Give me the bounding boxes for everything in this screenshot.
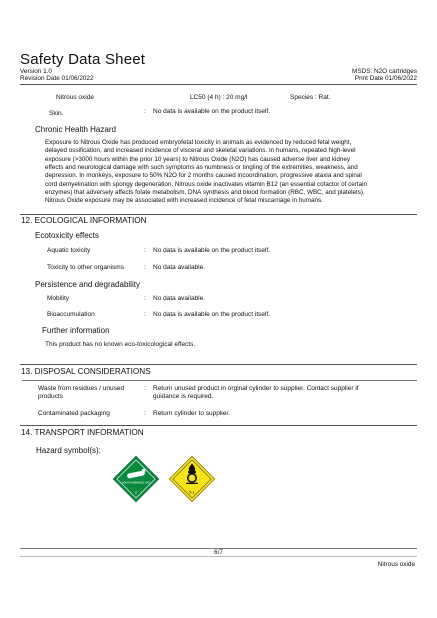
waste-label-line: Waste from residues / unused [38,385,125,392]
skin-value: No data is available on the product itself. [153,108,271,115]
packaging-value: Return cylinder to supplier. [153,410,230,417]
non-flammable-gas-diamond-icon [112,455,160,503]
section14-rule [20,425,417,426]
further-text: This product has no known eco-toxicological effects. [45,341,196,348]
section14-heading: 14. TRANSPORT INFORMATION [21,428,144,437]
section13-heading: 13. DISPOSAL CONSIDERATIONS [21,367,151,376]
mobility-value: No data available. [153,295,206,302]
section13-underline [22,380,417,381]
waste-label [38,385,124,402]
further-heading: Further information [42,326,110,335]
skin-label: Skin. [49,110,64,117]
chronic-line: depression. In monkeys, exposure to 50% N2O for 2 months caused incoordination, progressive ataxia and spinal [45,172,362,180]
persistence-heading: Persistence and degradability [35,280,140,289]
waste-value [153,385,359,402]
mobility-colon: : [144,295,146,302]
chronic-line: Nitrous Oxide exposure may be associated with increased incidence of fetal miscarriage in humans. [45,197,323,205]
chronic-line: cord demyelination with spongy degeneration. Nitrous oxide inactivates vitamin B12 (an essential cofactor of certain [45,180,368,188]
ecotox-heading: Ecotoxicity effects [35,231,99,240]
packaging-colon: : [144,410,146,417]
class-number: 2 [134,489,138,495]
version-text: Version 1.0 [20,68,52,75]
document-title: Safety Data Sheet [20,51,146,68]
aquatic-value: No data is available on the product itself. [153,247,271,254]
waste-value-line: Return unused product in orginal cylinder to supplier. Contact supplier if [153,385,359,392]
section13-rule [20,364,417,365]
waste-value-line: guidance is required. [153,393,214,401]
bioacc-label: Bioaccumulation [47,311,95,318]
chronic-line: delayed ossification, and increased incidence of visceral and skeletal variations. In humans, repeated high-level [45,147,356,155]
mobility-label: Mobility [47,295,70,302]
tox-substance: Nitrous oxide [56,94,94,101]
revision-date: Revision Date 01/06/2022 [20,75,94,82]
bioacc-value: No data is available on the product itself. [153,311,271,318]
header-rule [20,84,417,85]
chronic-line: Exposure to Nitrous Oxide has produced embryofetal toxicity in animals as evidenced by reduced fetal weight, [45,139,352,146]
bioacc-colon: : [144,311,146,318]
tox-lc50: LC50 (4 h) : 20 mg/l [190,94,248,101]
hazard-symbols-heading: Hazard symbol(s): [36,446,101,455]
print-date: Print Date 01/06/2022 [354,75,417,82]
skin-colon: : [144,108,146,115]
page-number: 6/7 [214,549,223,556]
class-number: 5.1 [189,489,195,495]
chronic-line: enzymes) that adversely affects folate metabolism, DNA synthesis and blood formation (RBC, WBC, and platelets). [45,189,365,197]
chronic-line: effects and neurological damage with such symptoms as numbness or tingling of the extremities, weakness, and [45,164,358,172]
section12-heading: 12. ECOLOGICAL INFORMATION [21,216,147,225]
aquatic-label: Aquatic toxicity [47,247,91,254]
chronic-line: exposure (>3000 hours within the prior 10 years) to Nitrous Oxide (N2O) has caused adverse liver and kidney [45,155,351,163]
other-org-value: No data available. [153,264,206,271]
msds-name: MSDS: N2O cartridges [352,68,417,75]
other-org-colon: : [144,264,146,271]
chronic-paragraph [45,139,415,206]
gas-label-text: NON-FLAMMABLE GAS [121,481,151,485]
section12-rule [20,214,417,215]
other-org-label: Toxicity to other organisms [47,264,124,271]
footer-product-name: Nitrous oxide [377,561,415,568]
waste-label-line: products [38,393,63,401]
packaging-label: Contaminated packaging [38,410,110,417]
aquatic-colon: : [144,247,146,254]
oxidizer-diamond-icon [168,455,216,503]
chronic-heading: Chronic Health Hazard [35,125,116,134]
tox-species: Species : Rat. [290,94,331,101]
waste-colon: : [144,385,146,392]
